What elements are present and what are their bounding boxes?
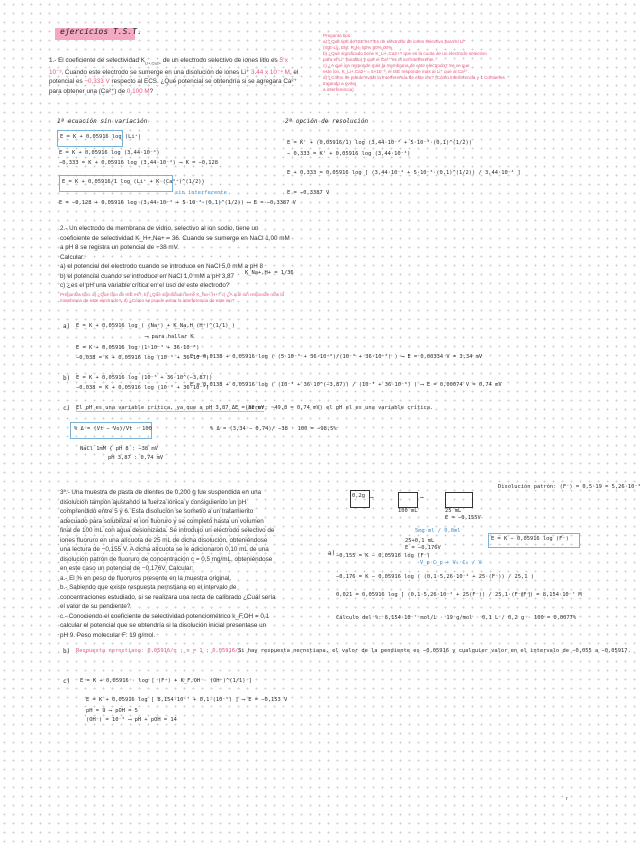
ex2-a-label: a) bbox=[63, 323, 71, 330]
flow-c: 5mg·ml / 0,0ml bbox=[415, 528, 461, 534]
ex2-a-line5: E = 0,0138 + 0,05916 log ( (5·10⁻³ + 36·10⁻⁸)/(10⁻³ + 36·10⁻⁸) ) ⟶ E = 0,00334 V = 3,34 mV bbox=[190, 354, 483, 360]
ex1-step2-line1: E = K' + (0,05916/1) log (3,44·10⁻⁴ + 5·10⁻³·(0,1)^(1/2)) bbox=[287, 140, 472, 146]
ex2-c-under2: pH 3,87 : 0,74 mV bbox=[108, 455, 164, 461]
ex3-a-box: E = K − 0,05916 log (F⁻) bbox=[491, 536, 569, 542]
flow-b-e: E = −0,176V bbox=[405, 545, 441, 551]
ex1-step1-tag: sin interferente bbox=[175, 190, 227, 196]
ex3-b-text: Si hay respuesta nernstiana, el valor de la pendiente es −0,05916 y cualquier valor en el intervalo de −0,055 a −0,05917. bbox=[238, 648, 631, 654]
ex1-statement: 1.- El coeficiente de selectividad $K_{Li+,Ca2+}$ de un electrodo selectivo de iones litio es 5 x 10⁻³. Cuando este electrodo se sumerge en una disolución de iones Li⁺ 3.44 x 10⁻⁴ M, el potencial es −0,333 V respecto al ECS. ¿Qué potencial se obtendría si se agregara Ca²⁺ para obtener una (Ca²⁺) de 0,100 M? bbox=[49, 57, 299, 95]
flow-a: 25 mL bbox=[445, 508, 462, 514]
ex3-b-label: b) bbox=[63, 648, 71, 655]
ex2-b-label: b) bbox=[63, 375, 71, 382]
ex3-a-line5: Cálculo del %: 8,154·10⁻⁷ mol/L · 19 g/mol · 0,1 L / 0,2 g · 100 = 0,0077% bbox=[336, 615, 577, 621]
ex1-step2-line3: E + 0,333 = 0,05916 log [ (3,44·10⁻⁴ + 5·10⁻³·(0,1)^(1/2)) / 3,44·10⁻⁴ ] bbox=[287, 170, 521, 176]
ex2-c-text: El pH es una variable crítica, ya que a pH 3,87 ΔE = 38 mV bbox=[76, 405, 265, 411]
ex1-step1-final: E = −0,128 + 0,05916 log (3,44·10⁻⁴ + 5·10⁻³·(0,1)^(1/2)) ⟶ E = −0,3387 V bbox=[59, 200, 296, 206]
ex1-step1-line2: E = K + 0,05916 log (3,44·10⁻⁴) bbox=[59, 150, 160, 156]
footer-mark: r bbox=[566, 796, 568, 802]
ex3-c-label: c) bbox=[63, 678, 71, 685]
ex2-a-line2: ⟶ para hallar K bbox=[145, 334, 194, 340]
flow-arrow-1: ⟶ bbox=[370, 495, 374, 501]
flow-vol: 100 mL bbox=[398, 508, 418, 514]
flow-a-e: E = −0,155V bbox=[445, 515, 481, 521]
ex2-a-line4: −0,038 = K + 0,05916 log (10⁻³ + 36·10⁻⁸) bbox=[76, 355, 210, 361]
ex3-c-line4: (OH⁻) = 10⁻⁵ ⟶ pH + pOH = 14 bbox=[86, 717, 177, 723]
ex3-statement: 3ª.- Una muestra de pasta de dientes de 0,200 g fue suspendida en una disolución tampón ajustando la fuerza iónica y consiguiendo un pH comprendido entre 5 y 6. Esta disolución se sometió a un tratamiento adecuado para solubilizar el ion fluoruro y se completó hasta un volumen final de 100 mL con agua desionizada. Se introdujo un electrodo selectivo de iones fluoruro en una alícuota de 25 mL de dicha disolución, obteniéndose una lectura de −0,155 V. A dicha alícuota se le adicionaron 0,10 mL de una disolución patrón de fluoruro de concentración c = 0,5 mg/mL, obteniéndose en este caso un potencial de −0,176V. Calcular: a.- El % en peso de fluoruros presente en la muestra original. b.- Sabiendo que existe respuesta nernstiana en el intervalo de concentraciones estudiado, si se realizara una recta de calibrado ¿Cuál sería el valor de su pendiente? c.- Conociendo el coeficiente de selectividad potenciométrico k_F,OH = 0,1 calcular el potencial que se obtendría si la disolución inicial presentase un pH 9. Peso molecular F: 19 g/mol. bbox=[60, 489, 276, 639]
ex3-a-frac: V_p·C_p + V₀·C₀ / V bbox=[420, 560, 482, 566]
ex3-a-label: a) bbox=[328, 550, 336, 557]
ex1-step1-label: 1ª ecuación sin variación bbox=[57, 118, 148, 125]
ex2-c-calc: % Δ = (3,34 − 0,74)/ −38 · 100 = −98,5% bbox=[210, 426, 337, 432]
ex3-a-line3: 0,021 = 0,05916 log [ (0,1·5,26·10⁻⁴ + 25(F⁻)) / 25,1·(F⁻) ] bbox=[336, 592, 531, 598]
ex2-c-text2: (error: ~49,8 = 0,74 mV) el pH el es una variable crítica. bbox=[245, 405, 434, 411]
flow-aliquot-box bbox=[445, 492, 473, 508]
ex2-a-line1: E = K + 0,05916 log ( (Na⁺) + K_Na,H (H⁺)^(1/1) ) bbox=[76, 323, 236, 329]
dil-note: Disolución patrón: (F⁻) = 0,5·19 = 5,26·10⁻⁴ bbox=[498, 484, 641, 490]
flow-start: 0,2g bbox=[352, 493, 365, 499]
ex1-step1-line3: −0,333 = K + 0,05916 log (3,44·10⁻⁴) ⟶ K = −0,128 bbox=[59, 160, 219, 166]
ex2-b-line3: E = 0,0138 + 0,05916 log ( (10⁻³ + 36·10^(−3,87)) / (10⁻³ + 36·10⁻⁸) ) ⟶ E = 0,00074 V = 0,74 mV bbox=[190, 382, 502, 388]
ex3-a-line2: −0,176 = K − 0,05916 log ( (0,1·5,26·10⁻⁴ + 25·(F⁻)) / 25,1 ) bbox=[336, 574, 534, 580]
ex2-questions: Preguntas tipo: a) ¿Qué tipo de ISE es?, b) ¿Qué significado tiene K_Na+,H+? c) ¿A qué ion responde más la membrana de este electrodo?, d) ¿Cómo se puede evitar la interferencia de este ion? bbox=[60, 292, 284, 303]
ex3-a-line4: (F⁻) = 8,154·10⁻⁷ M bbox=[520, 592, 582, 598]
ex2-statement: 2.- Un electrodo de membrana de vidrio, selectivo al ion sodio, tiene un coeficiente de selectividad K_H+,Na+ = 36. Cuando se sumerge en NaCl 1,00 mM a pH 8 se registra un potencial de −38 mV. Calcular: a) el potencial del electrodo cuando se introduce en NaCl 5,0 mM a pH 8 b) el potencial cuando se introduce en NaCl 1,0 mM a pH 3,87 c) ¿es el pH una variable crítica en el uso de este electrodo? bbox=[60, 225, 290, 289]
ex1-step2-label: 2ª opción de resolución bbox=[285, 118, 369, 125]
ex2-b-line2: −0,038 = K + 0,05916 log (10⁻³ + 36·10⁻⁸) bbox=[76, 385, 210, 391]
ex1-step2-line4: E = −0,3387 V bbox=[287, 190, 330, 196]
ex3-c-line2: E = K + 0,05916 log [ 8,154·10⁻⁷ + 0,1·(10⁻⁵) ] ⟶ E = −0,153 V bbox=[86, 697, 288, 703]
ex2-c-under1: NaCl 1mM { pH 8 : −38 mV bbox=[80, 446, 158, 452]
ex3-c-line3: pH = 9 ⟶ pOH = 5 bbox=[86, 708, 138, 714]
ex3-a-line1: −0,155 = K − 0,05916 log (F⁻) bbox=[336, 553, 431, 559]
flow-b: 25+0,1 mL bbox=[405, 538, 435, 544]
ex2-b-line1: E = K + 0,05916 log (10⁻³ + 36·10^(−3,87)) bbox=[76, 375, 213, 381]
flow-flask-box bbox=[398, 492, 418, 508]
ex1-step1-line1: E = K + 0,05916 log (Li⁺) bbox=[60, 134, 142, 140]
flow-arrow-2: ⟶ bbox=[420, 495, 424, 501]
ex3-c-line1: E = K + 0,05916 · log [ (F⁻) + K_F,OH · (OH⁻)^(1/1) ] bbox=[80, 678, 253, 684]
ex1-step1-eq2: E = K + 0,05916/1 log (Li⁺ + K·(Ca²⁺)^(1/2)) bbox=[62, 179, 205, 185]
ex2-side-tag: K_Na+,H+ = 1/36 bbox=[245, 270, 294, 276]
ex1-side-note: Pregunta tipo: a) ¿Qué tipo de ISE es? Es un electrodo de iones selectivo para el Li⁺ (ISE-Li), EM: R₂N₂ 80% 80% 00% b) ¿Qué significado tiene K_Li+,Ca2+? que es la cuota de un electrodo selectivo para el Li⁺ (analito) y que el Ca²⁺ es el ion interferente. c) ¿A qué ion responde más la membrana de este electrodo? Se ve que este ion, K_Li+,Ca2+ = 5×10⁻³, el ISE responde más al Li⁺ que al Ca²⁺. d) ¿Cómo se puede evitar la interferencia de este ion? (Cómo interferencia y 1 Contienes tratando a evitar a interferencia) bbox=[323, 33, 505, 92]
ex2-c-box: % Δ = (Vt − Vo)/Vt · 100 bbox=[74, 426, 152, 432]
ex3-b-lead: Respuesta nernstiana: 0,05916/n ; n = 1 ; 0,05916/1 bbox=[76, 648, 242, 654]
ex2-a-line3: E = K + 0,05916 log (1·10⁻³ + 36·10⁻⁸) bbox=[76, 345, 200, 351]
page-title: ejercicios T.S.T. bbox=[60, 27, 142, 36]
ex1-step2-line2: − 0,333 = K' + 0,05916 log (3,44·10⁻⁴) bbox=[287, 151, 411, 157]
ex2-c-label: c) bbox=[63, 405, 71, 412]
